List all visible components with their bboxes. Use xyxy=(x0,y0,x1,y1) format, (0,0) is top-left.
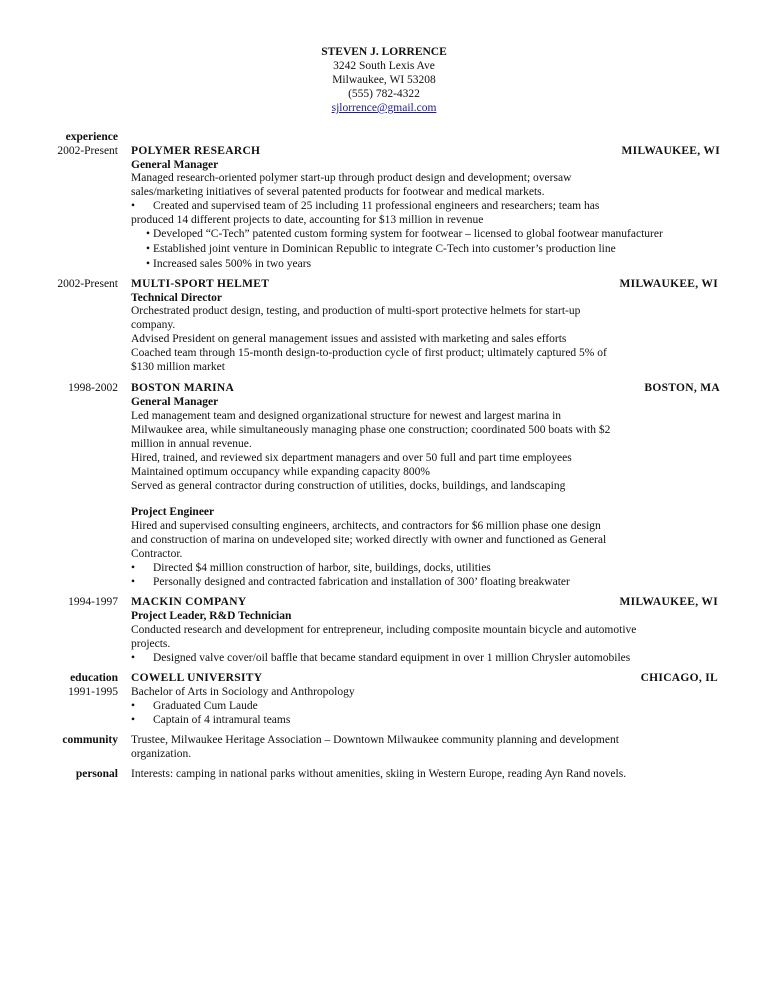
community-line: Trustee, Milwaukee Heritage Association – Downtown Milwaukee community planning and development xyxy=(131,734,619,746)
company-location: BOSTON, MA xyxy=(644,382,720,394)
bullet-marker xyxy=(131,561,135,575)
address-line-2: Milwaukee, WI 53208 xyxy=(332,74,436,86)
section-label-personal: personal xyxy=(75,768,118,780)
job-line: $130 million market xyxy=(131,361,225,373)
bullet-marker xyxy=(131,713,135,727)
job-line: Served as general contractor during construction of utilities, docks, buildings, and landscaping xyxy=(131,480,566,492)
job-line: Orchestrated product design, testing, and production of multi-sport protective helmets for start-up xyxy=(131,305,581,317)
community-line: organization. xyxy=(131,748,192,760)
bullet-marker xyxy=(131,575,135,589)
job-bullet: Designed valve cover/oil baffle that became standard equipment in over 1 million Chrysler automobiles xyxy=(153,652,631,664)
job-line: Advised President on general management issues and assisted with marketing and sales efforts xyxy=(131,333,567,345)
job-line: Hired and supervised consulting engineers, architects, and contractors for $6 million phase one design xyxy=(131,520,601,532)
job-line: Conducted research and development for entrepreneur, including composite mountain bicycle and automotive xyxy=(131,624,637,636)
sub-bullet-marker xyxy=(146,242,150,256)
degree: Bachelor of Arts in Sociology and Anthropology xyxy=(131,686,355,698)
personal-interests: Interests: camping in national parks without amenities, skiing in Western Europe, reading Ayn Rand novels. xyxy=(131,768,627,780)
job-dates: 1998-2002 xyxy=(68,382,118,394)
sub-bullet-marker xyxy=(146,257,150,271)
job-title: Project Engineer xyxy=(131,506,215,518)
company-name: MULTI-SPORT HELMET xyxy=(131,278,270,290)
email-link[interactable]: sjlorrence@gmail.com xyxy=(331,102,437,114)
job-line: Milwaukee area, while simultaneously managing phase one construction; coordinated 500 boats with $2 xyxy=(131,424,611,436)
job-bullet: Created and supervised team of 25 including 11 professional engineers and researchers; team has xyxy=(153,200,600,212)
job-bullet-continued: produced 14 different projects to date, accounting for $13 million in revenue xyxy=(131,214,484,226)
job-line: Managed research-oriented polymer start-up through product design and development; oversaw xyxy=(131,172,572,184)
job-line: Led management team and designed organizational structure for newest and largest marina in xyxy=(131,410,562,422)
job-line: million in annual revenue. xyxy=(131,438,252,450)
bullet-marker xyxy=(131,651,135,665)
job-line: sales/marketing initiatives of several patented products for footwear and medical markets. xyxy=(131,186,545,198)
job-line: projects. xyxy=(131,638,171,650)
job-title: General Manager xyxy=(131,159,219,171)
job-line: Coached team through 15-month design-to-production cycle of first product; ultimately captured 5% of xyxy=(131,347,607,359)
school-location: CHICAGO, IL xyxy=(640,672,718,684)
job-dates: 2002-Present xyxy=(57,145,118,157)
education-bullet: Graduated Cum Laude xyxy=(153,700,258,712)
company-name: POLYMER RESEARCH xyxy=(131,145,261,157)
job-line: Contractor. xyxy=(131,548,183,560)
resume-name: STEVEN J. LORRENCE xyxy=(321,46,447,58)
job-line: and construction of marina on undeveloped site; worked directly with owner and functioned as General xyxy=(131,534,607,546)
section-label-community: community xyxy=(62,734,118,746)
company-location: MILWAUKEE, WI xyxy=(621,145,720,157)
job-title: Technical Director xyxy=(131,292,223,304)
job-bullet: Personally designed and contracted fabrication and installation of 300’ floating breakwater xyxy=(153,576,570,588)
job-sub-bullet: Developed “C-Tech” patented custom forming system for footwear – licensed to global footwear manufacturer xyxy=(153,228,663,240)
school-name: COWELL UNIVERSITY xyxy=(131,672,263,684)
phone-number: (555) 782-4322 xyxy=(348,88,420,100)
company-name: MACKIN COMPANY xyxy=(131,596,247,608)
job-title: General Manager xyxy=(131,396,219,408)
job-sub-bullet: Established joint venture in Dominican Republic to integrate C-Tech into customer’s production line xyxy=(153,243,616,255)
email-line xyxy=(0,101,768,115)
bullet-marker xyxy=(131,699,135,713)
section-label-education: education xyxy=(70,672,118,684)
bullet-marker xyxy=(131,199,135,213)
education-bullet: Captain of 4 intramural teams xyxy=(153,714,291,726)
sub-bullet-marker xyxy=(146,227,150,241)
company-location: MILWAUKEE, WI xyxy=(619,278,718,290)
job-bullet: Directed $4 million construction of harbor, site, buildings, docks, utilities xyxy=(153,562,491,574)
job-title: Project Leader, R&D Technician xyxy=(131,610,292,622)
section-label-experience: experience xyxy=(65,131,118,143)
company-location: MILWAUKEE, WI xyxy=(619,596,718,608)
job-dates: 2002-Present xyxy=(57,278,118,290)
company-name: BOSTON MARINA xyxy=(131,382,235,394)
job-line: company. xyxy=(131,319,176,331)
job-sub-bullet: Increased sales 500% in two years xyxy=(153,258,312,270)
job-line: Hired, trained, and reviewed six department managers and over 50 full and part time employees xyxy=(131,452,572,464)
job-dates: 1994-1997 xyxy=(68,596,118,608)
education-dates: 1991-1995 xyxy=(68,686,118,698)
address-line-1: 3242 South Lexis Ave xyxy=(333,60,435,72)
job-line: Maintained optimum occupancy while expanding capacity 800% xyxy=(131,466,430,478)
